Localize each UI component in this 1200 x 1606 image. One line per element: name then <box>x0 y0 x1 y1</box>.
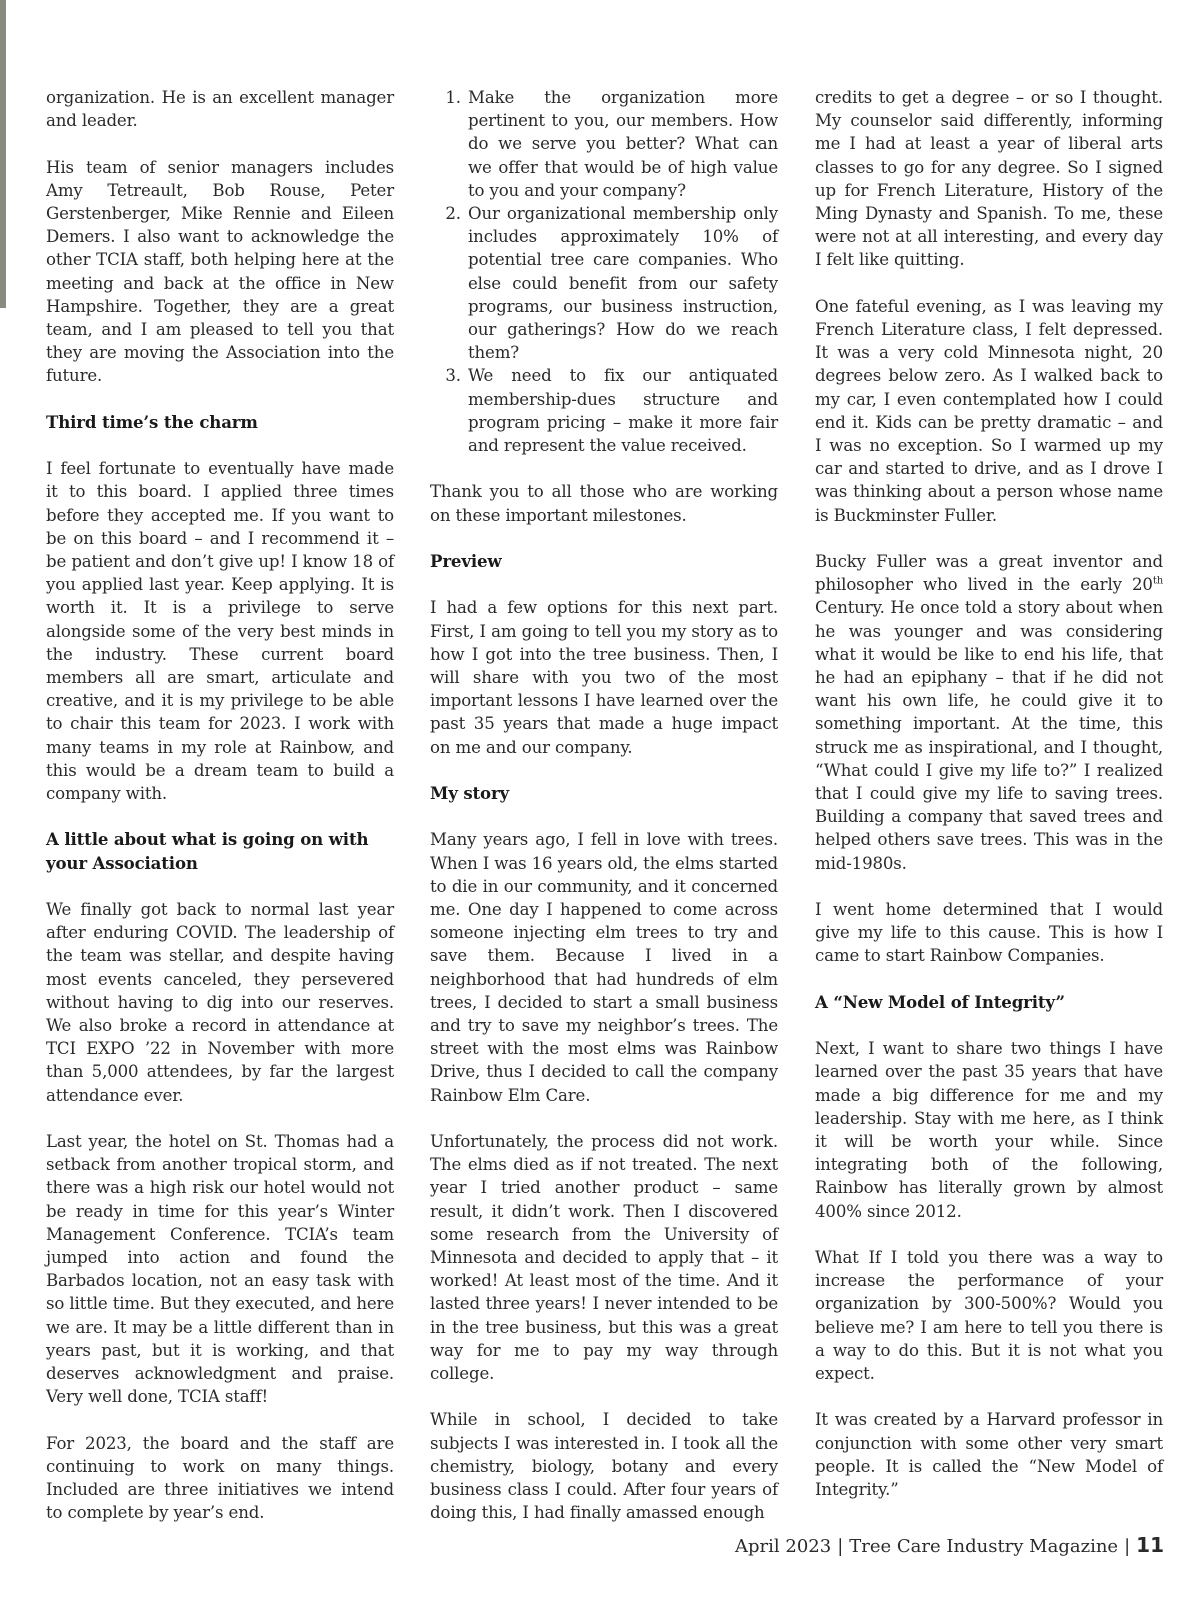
paragraph: Many years ago, I fell in love with trees. When I was 16 years old, the elms started to die in our community, and it concerned me. One day I happened to come across someone injecting elm trees to try and save them. Because I lived in a neighborhood that had hundreds of elm trees, I decided to start a small business and try to save my neighbor’s trees. The street with the most elms was Rainbow Drive, thus I decided to call the company Rainbow Elm Care. <box>430 830 778 1105</box>
paragraph <box>815 550 1163 875</box>
article-column-1 <box>46 86 394 1548</box>
paragraph: Thank you to all those who are working on these important milestones. <box>430 482 778 525</box>
paragraph-text: Bucky Fuller was a great inventor and philosopher who lived in the early 20 <box>815 552 1163 595</box>
list-item: 3. We need to fix our antiquated membership-dues structure and program pricing – make it more fair and represent the value received. <box>466 364 778 457</box>
article-column-3 <box>815 86 1163 1524</box>
page-edge-bar <box>0 0 6 308</box>
footer-separator: | <box>837 1536 844 1557</box>
paragraph: We finally got back to normal last year after enduring COVID. The leadership of the team was stellar, and despite having most events canceled, they persevered without having to dig into our reserves. We also broke a record in attendance at TCI EXPO ’22 in November with more than 5,000 attendees, by far the largest attendance ever. <box>46 900 394 1105</box>
paragraph: For 2023, the board and the staff are continuing to work on many things. Included are three initiatives we intend to complete by year’s end. <box>46 1433 394 1523</box>
paragraph: I feel fortunate to eventually have made it to this board. I applied three times before they accepted me. If you want to be on this board – and I recommend it – be patient and don’t give up! I know 18 of you applied last year. Keep applying. It is worth it. It is a privilege to serve alongside some of the very best minds in the industry. These current board members all are smart, articulate and creative, and it is my privilege to be able to chair this team for 2023. I work with many teams in my role at Rainbow, and this would be a dream team to build a company with. <box>46 459 394 804</box>
paragraph: credits to get a degree – or so I thought. My counselor said differently, informing me I had at least a year of liberal arts classes to go for any degree. So I signed up for French Literature, History of the Ming Dynasty and Spanish. To me, these were not at all interesting, and every day I felt like quitting. <box>815 88 1163 270</box>
paragraph: What If I told you there was a way to increase the performance of your organization by 300-500%? Would you believe me? I am here to tell you there is a way to do this. But it is not what you expect. <box>815 1248 1163 1384</box>
paragraph: Last year, the hotel on St. Thomas had a setback from another tropical storm, and there was a high risk our hotel would not be ready in time for this year’s Winter Management Conference. TCIA’s team jumped into action and found the Barbados location, not an easy task with so little time. But they executed, and here we are. It may be a little different than in years past, but it is working, and that deserves acknowledgment and praise. Very well done, TCIA staff! <box>46 1132 394 1407</box>
paragraph: One fateful evening, as I was leaving my French Literature class, I felt depressed. It was a very cold Minnesota night, 20 degrees below zero. As I walked back to my car, I even contemplated how I could end it. Kids can be pretty dramatic – and I was no exception. So I warmed up my car and started to drive, and as I drove I was thinking about a person whose name is Buckminster Fuller. <box>815 296 1163 525</box>
section-heading: Third time’s the charm <box>46 411 258 432</box>
article-column-2 <box>430 86 778 1548</box>
paragraph: Unfortunately, the process did not work. The elms died as if not treated. The next year I tried another product – same result, it didn’t work. Then I discovered some research from the University of Minnesota and decided to apply that – it worked! At least most of the time. And it lasted three years! I never intended to be in the tree business, but this was a great way for me to pay my way through college. <box>430 1132 778 1384</box>
page-footer <box>735 1533 1164 1559</box>
initiatives-list <box>430 86 778 457</box>
list-item: 2. Our organizational membership only includes approximately 10% of potential tree care companies. Who else could benefit from our safety programs, our business instruction, our gatherings? How do we reach them? <box>466 202 778 364</box>
section-heading: A “New Model of Integrity” <box>815 991 1065 1012</box>
paragraph: I had a few options for this next part. First, I am going to tell you my story as to how I got into the tree business. Then, I will share with you two of the most important lessons I have learned over the past 35 years that made a huge impact on me and our company. <box>430 598 778 757</box>
paragraph: It was created by a Harvard professor in conjunction with some other very smart people. It is called the “New Model of Integrity.” <box>815 1410 1163 1500</box>
paragraph: Next, I want to share two things I have learned over the past 35 years that have made a big difference for me and my leadership. Stay with me here, as I think it will be worth your while. Since integrating both of the following, Rainbow has literally grown by almost 400% since 2012. <box>815 1039 1163 1221</box>
section-heading: A little about what is going on with your Association <box>46 829 369 873</box>
paragraph: While in school, I decided to take subjects I was interested in. I took all the chemistry, biology, botany and every business class I could. After four years of doing this, I had finally amassed enough <box>430 1410 778 1523</box>
section-heading: My story <box>430 783 510 804</box>
section-heading: Preview <box>430 551 502 572</box>
paragraph: His team of senior managers includes Amy Tetreault, Bob Rouse, Peter Gerstenberger, Mike Rennie and Eileen Demers. I also want to acknowledge the other TCIA staff, both helping here at the meeting and back at the office in New Hampshire. Together, they are a great team, and I am pleased to tell you that they are moving the Association into the future. <box>46 157 394 386</box>
footer-issue: April 2023 <box>735 1536 832 1557</box>
paragraph: organization. He is an excellent manager and leader. <box>46 88 394 131</box>
superscript: th <box>1152 575 1163 587</box>
list-item: 1. Make the organization more pertinent to you, our members. How do we serve you better? What can we offer that would be of high value to you and your company? <box>466 86 778 202</box>
footer-magazine: Tree Care Industry Magazine <box>849 1536 1119 1557</box>
paragraph: I went home determined that I would give my life to this cause. This is how I came to start Rainbow Companies. <box>815 900 1163 966</box>
paragraph-text: Century. He once told a story about when he was younger and was considering what it would be like to end his life, that he had an epiphany – that if he did not want his own life, he could give it to something important. At the time, this struck me as inspirational, and I thought, “What could I give my life to?” I realized that I could give my life to saving trees. Building a company that saved trees and helped others save trees. This was in the mid-1980s. <box>815 598 1163 873</box>
footer-separator: | <box>1124 1536 1131 1557</box>
page-number: 11 <box>1136 1533 1164 1557</box>
